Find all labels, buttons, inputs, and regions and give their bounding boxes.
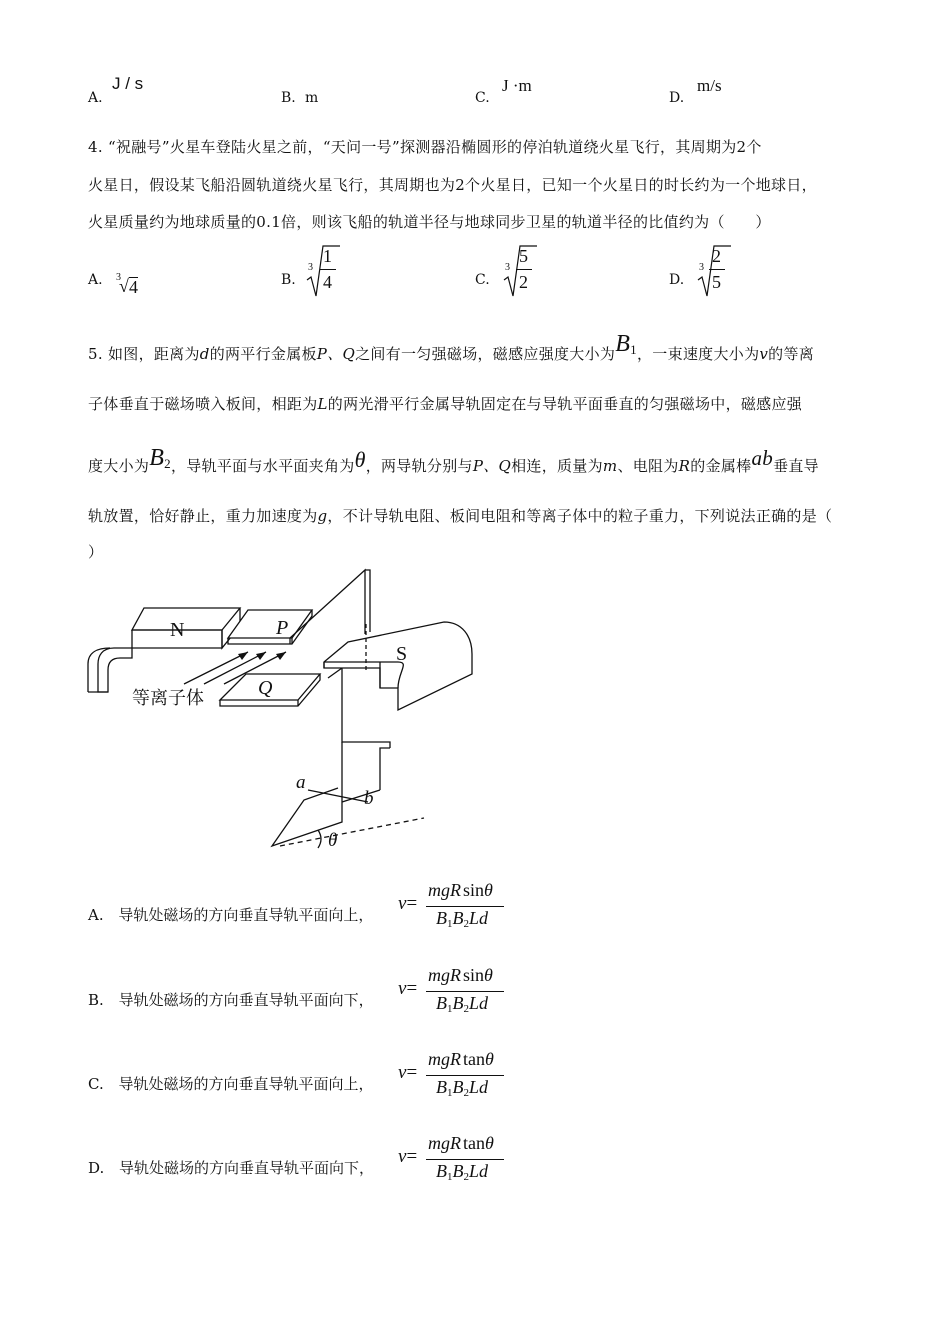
var-theta: θ	[485, 1133, 494, 1153]
q5-line-4	[88, 505, 832, 526]
horizontal-dashed-line	[280, 818, 424, 846]
formula-lhs	[398, 893, 417, 915]
q5-text: ，不计导轨电阻、板间电阻和等离子体中的粒子重力，下列说法正确的是（	[327, 507, 833, 525]
plasma-generator-figure	[80, 560, 500, 860]
equals-sign: =	[406, 1062, 418, 1083]
q5-option-c	[88, 1073, 374, 1094]
var-v: v	[398, 1146, 407, 1167]
q4-option-d-label: D.	[669, 272, 685, 288]
var-b: B	[452, 993, 464, 1013]
q5-text: ，一束速度大小为	[636, 345, 760, 363]
q5-option-a-label: A.	[88, 906, 104, 924]
trig-function: sin	[463, 965, 485, 985]
q4-line-3: 火星质量约为地球质量的0.1倍，则该飞船的轨道半径与地球同步卫星的轨道半径的比值约为（ ）	[88, 213, 771, 231]
q5-option-a	[88, 904, 373, 925]
equals-sign: =	[406, 893, 418, 914]
var-theta: θ	[354, 447, 366, 472]
q5-text: 、电阻为	[617, 457, 679, 475]
numerator-vars: mgR	[428, 1049, 461, 1069]
q5-text: 相连，质量为	[511, 457, 603, 475]
var-b: B	[436, 1077, 447, 1097]
subscript: 1	[447, 1171, 453, 1183]
fraction-bar	[709, 269, 725, 270]
trig-function: sin	[463, 880, 485, 900]
q3-option-a-label: A.	[88, 90, 103, 106]
q5-option-d-text: 导轨处磁场的方向垂直导轨平面向下，	[119, 1159, 375, 1177]
q5-text: ，导轨平面与水平面夹角为	[170, 457, 355, 475]
q4-b-numerator: 1	[323, 246, 332, 266]
var-b: B	[615, 331, 631, 357]
numerator-vars: mgR	[428, 1133, 461, 1153]
q-label: Q	[258, 677, 273, 699]
subscript: 1	[447, 1087, 453, 1099]
var-ld: Ld	[469, 908, 489, 928]
q3-option-d-unit: m/s	[697, 76, 722, 95]
subscript: 1	[630, 342, 637, 357]
formula-denominator	[436, 908, 488, 930]
q5-text: 度大小为	[88, 457, 150, 475]
q3-option-c-unit: J ·m	[502, 76, 532, 95]
var-v: v	[759, 345, 769, 363]
q4-option-c-label: C.	[475, 272, 490, 288]
fraction-bar	[426, 906, 504, 907]
a-label: a	[296, 772, 306, 793]
formula-denominator	[436, 993, 488, 1015]
q3-option-c-label: C.	[475, 90, 490, 106]
trig-function: tan	[463, 1049, 485, 1069]
equals-sign: =	[406, 1146, 418, 1167]
q5-text: 5. 如图，距离为	[88, 345, 200, 363]
formula-lhs	[398, 1062, 417, 1084]
q4-c-denominator: 2	[519, 272, 528, 292]
equals-sign: =	[406, 978, 418, 999]
var-theta: θ	[484, 965, 493, 985]
var-b: B	[436, 908, 447, 928]
q4-line-2: 火星日，假设某飞船沿圆轨道绕火星飞行，其周期也为2个火星日，已知一个火星日的时长约为一个地球日，	[88, 176, 817, 194]
var-b: B	[436, 993, 447, 1013]
q5-text: 的两光滑平行金属导轨固定在与导轨平面垂直的匀强磁场中，磁感应强	[327, 395, 803, 413]
fraction-bar	[426, 991, 504, 992]
trig-function: tan	[463, 1133, 485, 1153]
q5-text: 子体垂直于磁场喷入板间，相距为	[88, 395, 318, 413]
var-b: B	[149, 445, 165, 471]
plasma-label: 等离子体	[132, 688, 204, 709]
fraction-bar	[426, 1075, 504, 1076]
q4-a-radicand: 4	[129, 277, 138, 297]
q5-line-5: ）	[88, 543, 104, 561]
q5-text: 的两平行金属板	[209, 345, 317, 363]
var-b: B	[452, 1161, 464, 1181]
formula-numerator	[428, 880, 493, 901]
subscript: 2	[463, 1171, 469, 1183]
formula-numerator	[428, 1133, 494, 1154]
q5-option-d	[88, 1157, 374, 1178]
q5-text: 的金属棒	[690, 457, 752, 475]
var-ab: ab	[751, 446, 774, 470]
var-pq: P、Q	[472, 457, 512, 475]
q5-option-b-text: 导轨处磁场的方向垂直导轨平面向下，	[118, 991, 374, 1009]
fraction-bar	[426, 1159, 504, 1160]
q5-text: 之间有一匀强磁场，磁感应强度大小为	[355, 345, 616, 363]
var-ld: Ld	[469, 1161, 489, 1181]
q3-option-b-label: B.	[281, 90, 296, 106]
q5-text: 垂直导	[773, 457, 819, 475]
q3-option-b-unit: m	[305, 90, 319, 106]
s-magnet	[324, 622, 472, 710]
q5-line-2	[88, 393, 802, 414]
subscript: 2	[463, 1087, 469, 1099]
q4-c-numerator: 5	[519, 246, 528, 266]
var-v: v	[398, 893, 407, 914]
q4-b-denominator: 4	[323, 272, 332, 292]
var-r: R	[678, 457, 691, 475]
var-theta: θ	[484, 880, 493, 900]
var-v: v	[398, 1062, 407, 1083]
p-label: P	[276, 617, 289, 639]
q5-text: 的等离	[768, 345, 815, 363]
q4-d-index: 3	[699, 262, 704, 273]
var-b1	[615, 331, 637, 357]
subscript: 1	[447, 1003, 453, 1015]
formula-denominator	[436, 1161, 488, 1183]
n-label: N	[170, 619, 185, 641]
fraction-bar	[516, 269, 532, 270]
var-pq: P、Q	[316, 345, 356, 363]
formula-lhs	[398, 1146, 417, 1168]
formula-denominator	[436, 1077, 488, 1099]
q4-line-1: 4. “祝融号”火星车登陆火星之前，“天问一号”探测器沿椭圆形的停泊轨道绕火星飞行，其周期为2个	[88, 138, 762, 156]
q5-option-b-label: B.	[88, 991, 104, 1009]
q5-option-b	[88, 989, 374, 1010]
var-b: B	[452, 908, 464, 928]
q4-a-index: 3	[116, 272, 121, 283]
s-label: S	[396, 643, 408, 665]
q5-option-d-label: D.	[88, 1159, 105, 1177]
var-m: m	[602, 457, 618, 475]
theta-label: θ	[328, 830, 338, 851]
q5-option-c-text: 导轨处磁场的方向垂直导轨平面向上，	[118, 1075, 374, 1093]
q4-c-index: 3	[505, 262, 510, 273]
q5-line-1	[88, 331, 815, 366]
numerator-vars: mgR	[428, 965, 461, 985]
q5-text: 轨放置，恰好静止，重力加速度为	[88, 507, 318, 525]
radical-sign-icon: √	[119, 276, 129, 296]
q3-option-a-unit: J / s	[112, 74, 144, 93]
q5-option-a-text: 导轨处磁场的方向垂直导轨平面向上，	[118, 906, 374, 924]
q5-line-3	[88, 445, 819, 478]
q3-option-d-label: D.	[669, 90, 685, 106]
formula-numerator	[428, 1049, 494, 1070]
subscript: 2	[463, 918, 469, 930]
q4-option-a-label: A.	[88, 272, 103, 288]
n-magnet	[88, 608, 240, 692]
q5-text: ，两导轨分别与	[365, 457, 473, 475]
var-l: L	[317, 395, 328, 413]
q4-d-denominator: 5	[712, 272, 721, 292]
var-v: v	[398, 978, 407, 999]
fraction-bar	[320, 269, 336, 270]
q4-option-b-label: B.	[281, 272, 296, 288]
subscript: 2	[164, 456, 171, 471]
q5-option-c-label: C.	[88, 1075, 104, 1093]
var-b2	[149, 445, 171, 471]
b-label: b	[364, 788, 374, 809]
var-b: B	[452, 1077, 464, 1097]
var-g: g	[317, 507, 328, 525]
q4-d-numerator: 2	[712, 246, 721, 266]
var-b: B	[436, 1161, 447, 1181]
formula-lhs	[398, 978, 417, 1000]
subscript: 1	[447, 918, 453, 930]
var-theta: θ	[485, 1049, 494, 1069]
q4-b-index: 3	[308, 262, 313, 273]
subscript: 2	[463, 1003, 469, 1015]
numerator-vars: mgR	[428, 880, 461, 900]
var-ld: Ld	[469, 993, 489, 1013]
var-ld: Ld	[469, 1077, 489, 1097]
var-d: d	[199, 345, 210, 363]
formula-numerator	[428, 965, 493, 986]
